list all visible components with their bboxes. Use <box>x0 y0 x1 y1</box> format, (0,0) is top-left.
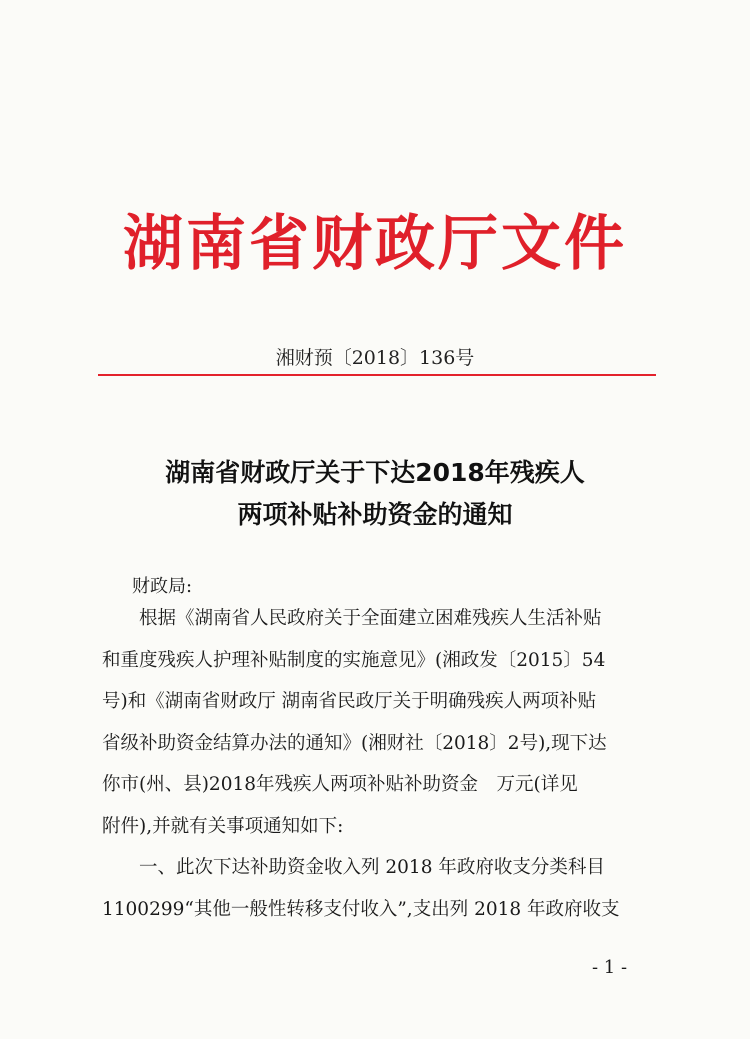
body-line-4: 省级补助资金结算办法的通知》(湘财社〔2018〕2号),现下达 <box>102 732 607 754</box>
page-number: - 1 - <box>592 957 628 978</box>
body-line-5: 你市(州、县)2018年残疾人两项补贴补助资金 万元(详见 <box>102 774 578 795</box>
body-line-3: 号)和《湖南省财政厅 湖南省民政厅关于明确残疾人两项补贴 <box>102 691 597 712</box>
notice-title <box>0 452 750 536</box>
body-line-1: 根据《湖南省人民政府关于全面建立困难残疾人生活补贴 <box>139 608 602 629</box>
recipient: 财政局: <box>132 576 193 597</box>
document-number: 湘财预〔2018〕136号 <box>275 347 475 369</box>
body-line-2: 和重度残疾人护理补贴制度的实施意见》(湘政发〔2015〕54 <box>102 649 606 671</box>
header-red-divider <box>98 374 656 376</box>
body-line-6: 附件),并就有关事项通知如下: <box>102 815 344 837</box>
notice-title-line-1: 湖南省财政厅关于下达2018年残疾人 <box>165 458 585 487</box>
notice-title-line-2: 两项补贴补助资金的通知 <box>237 500 513 529</box>
body-line-8: 1100299“其他一般性转移支付收入”,支出列 2018 年政府收支 <box>102 898 620 920</box>
body-text <box>102 598 650 930</box>
document-header-title: 湖南省财政厅文件 <box>123 209 627 279</box>
body-line-7: 一、此次下达补助资金收入列 2018 年政府收支分类科目 <box>139 857 605 878</box>
